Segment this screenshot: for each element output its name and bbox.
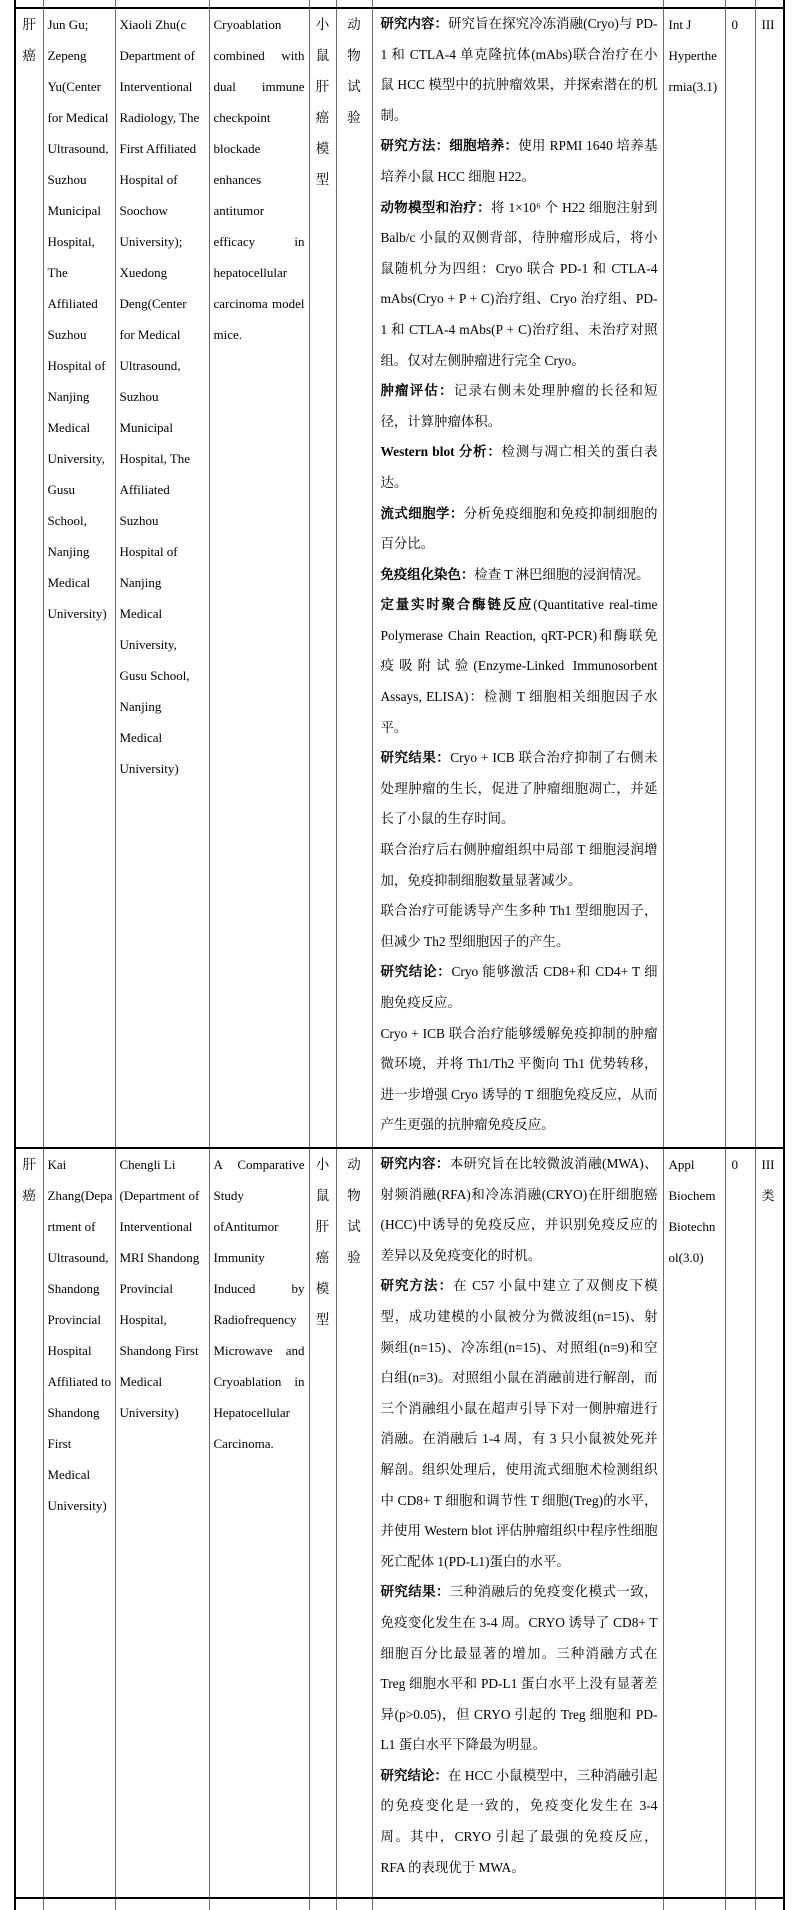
cell-first-authors: Jun Gu; Zepeng Yu(Center for Medical Ultrasound, Suzhou Municipal Hospital, The Affiliated Suzhou Hospital of Nanjing Medical University, Gusu School, Nanjing Medical University)	[43, 8, 115, 1148]
spacer-cell	[725, 0, 755, 8]
paragraph-label: 研究结果：	[380, 1584, 450, 1600]
spacer-cell	[755, 0, 784, 8]
paragraph-label: 肿瘤评估：	[380, 383, 454, 399]
paragraph-label: 研究结论：	[380, 1767, 448, 1783]
research-paragraph	[381, 437, 658, 498]
spacer-cell	[115, 1898, 209, 1910]
paragraph-label: Western blot 分析：	[380, 444, 502, 460]
research-paragraph	[381, 835, 658, 896]
research-paragraph	[381, 590, 658, 743]
paragraph-text: 三种消融后的免疫变化模式一致，免疫变化发生在 3-4 周。CRYO 诱导了 CD8+ T 细胞百分比最显著的增加。三种消融方式在 Treg 细胞水平和 PD-L1 蛋白水平上没有显著差异(p>0.05)，但 CRYO 引起的 Treg 细胞和 PD-L1 蛋白水平下降最为明显。	[380, 1584, 658, 1753]
paragraph-label: 研究内容：	[380, 1156, 450, 1171]
paragraph-label: 研究内容：	[380, 16, 449, 31]
paragraph-text: 使用 RPMI 1640 培养基培养小鼠 HCC 细胞 H22。	[380, 138, 658, 184]
spacer-cell	[336, 1898, 372, 1910]
table-row	[15, 8, 784, 1148]
spacer-cell	[43, 0, 115, 8]
paragraph-text: 检测与凋亡相关的蛋白表达。	[380, 444, 658, 490]
spacer-cell	[309, 1898, 336, 1910]
paragraph-text: Cryo + ICB 联合治疗能够缓解免疫抑制的肿瘤微环境，并将 Th1/Th2 平衡向 Th1 优势转移，进一步增强 Cryo 诱导的 T 细胞免疫反应，从而产生更强的抗肿瘤免疫反应。	[380, 1025, 658, 1133]
paragraph-text: 在 C57 小鼠中建立了双侧皮下模型，成功建模的小鼠被分为微波组(n=15)、射频组(n=15)、冷冻组(n=15)、对照组(n=9)和空白组(n=3)。对照组小鼠在消融前进行解剖，而三个消融组小鼠在超声引导下对一侧肿瘤进行消融。在消融后 1-4 周，有 3 只小鼠被处死并解剖。组织处理后，使用流式细胞术检测组织中 CD8+ T 细胞和调节性 T 细胞(Treg)的水平，并使用 Western blot 评估肿瘤组织中程序性细胞死亡配体 1(PD-L1)蛋白的水平。	[380, 1278, 658, 1569]
paragraph-text: Cryo + ICB 联合治疗抑制了右侧未处理肿瘤的生长，促进了肿瘤细胞凋亡，并延长了小鼠的生存时间。	[380, 750, 658, 827]
cell-journal: Appl Biochem Biotechnol(3.0)	[663, 1148, 725, 1898]
paragraph-text: 研究旨在探究冷冻消融(Cryo)与 PD-1 和 CTLA-4 单克隆抗体(mAbs)联合治疗在小鼠 HCC 模型中的抗肿瘤效果，并探索潜在的机制。	[380, 16, 658, 123]
cell-study-type: 动物试验	[336, 8, 372, 1148]
cell-journal: Int J Hyperthermia(3.1)	[663, 8, 725, 1148]
research-paragraph	[381, 560, 658, 591]
research-paragraph	[381, 896, 658, 957]
research-paragraph	[381, 499, 658, 560]
spacer-cell	[372, 0, 663, 8]
table-row-partial-top	[15, 0, 784, 8]
cell-count: 0	[725, 1148, 755, 1898]
research-paragraph	[381, 131, 658, 192]
cell-count: 0	[725, 8, 755, 1148]
cell-cancer-type: 肝癌	[15, 8, 43, 1148]
spacer-cell	[15, 1898, 43, 1910]
spacer-cell	[663, 1898, 725, 1910]
paragraph-label: 动物模型和治疗：	[380, 199, 491, 215]
spacer-cell	[309, 0, 336, 8]
research-paragraph	[381, 1019, 658, 1141]
spacer-cell	[209, 1898, 309, 1910]
paragraph-label: 免疫组化染色：	[380, 566, 475, 582]
table-row	[15, 1148, 784, 1898]
literature-table-wrapper	[14, 0, 785, 1910]
paragraph-text: 在 HCC 小鼠模型中，三种消融引起的免疫变化是一致的，免疫变化发生在 3-4 周。其中，CRYO 引起了最强的免疫反应，RFA 的表现优于 MWA。	[380, 1767, 658, 1875]
spacer-cell	[336, 0, 372, 8]
cell-first-authors: Kai Zhang(Department of Ultrasound, Shandong Provincial Hospital Affiliated to Shandong First Medical University)	[43, 1148, 115, 1898]
paragraph-label: 研究结果：	[380, 750, 451, 766]
paragraph-text: 联合治疗可能诱导产生多种 Th1 型细胞因子，但减少 Th2 型细胞因子的产生。	[380, 903, 658, 949]
cell-evidence-grade: III 类	[755, 1148, 784, 1898]
paragraph-text: 分析免疫细胞和免疫抑制细胞的百分比。	[380, 505, 658, 552]
research-paragraph	[381, 9, 658, 131]
paragraph-label: 研究方法：	[380, 1278, 454, 1294]
cell-cancer-type: 肝癌	[15, 1148, 43, 1898]
paragraph-text: 本研究旨在比较微波消融(MWA)、射频消融(RFA)和冷冻消融(CRYO)在肝细胞癌(HCC)中诱导的免疫反应，并识别免疫反应的差异以及免疫变化的时机。	[380, 1156, 658, 1263]
research-paragraph	[381, 1149, 658, 1271]
paragraph-text: Cryo 能够激活 CD8+和 CD4+ T 细胞免疫反应。	[380, 964, 658, 1010]
paragraph-text: 联合治疗后右侧肿瘤组织中局部 T 细胞浸润增加，免疫抑制细胞数量显著减少。	[380, 842, 658, 888]
spacer-cell	[209, 0, 309, 8]
research-paragraph	[381, 193, 658, 377]
spacer-cell	[15, 0, 43, 8]
cell-article-title: A Comparative Study ofAntitumor Immunity Induced by Radiofrequency Microwave and Cryoablation in Hepatocellular Carcinoma.	[209, 1148, 309, 1898]
paragraph-label: 研究结论：	[380, 964, 452, 980]
spacer-cell	[115, 0, 209, 8]
cell-animal-model: 小鼠肝癌模型	[309, 1148, 336, 1898]
research-paragraph	[381, 376, 658, 437]
research-paragraph	[381, 743, 658, 835]
research-paragraph	[381, 957, 658, 1018]
literature-review-table	[14, 0, 785, 1910]
cell-article-title: Cryoablation combined with dual immune checkpoint blockade enhances antitumor efficacy in hepatocellular carcinoma model mice.	[209, 8, 309, 1148]
cell-research-summary	[372, 8, 663, 1148]
paragraph-text: 检查 T 淋巴细胞的浸润情况。	[474, 566, 650, 582]
cell-study-type: 动物试验	[336, 1148, 372, 1898]
spacer-cell	[663, 0, 725, 8]
paragraph-text: 将 1×10⁶ 个 H22 细胞注射到 Balb/c 小鼠的双侧背部，待肿瘤形成后，将小鼠随机分为四组：Cryo 联合 PD-1 和 CTLA-4 mAbs(Cryo + P + C)治疗组、Cryo 治疗组、PD-1 和 CTLA-4 mAbs(P + C)治疗组、未治疗对照组。仅对左侧肿瘤进行完全 Cryo。	[380, 199, 658, 368]
research-paragraph	[381, 1761, 658, 1883]
paragraph-text: (Quantitative real-time Polymerase Chain Reaction, qRT-PCR)和酶联免疫吸附试验(Enzyme-Linked Immunosorbent Assays, ELISA)：检测 T 细胞相关细胞因子水平。	[380, 597, 658, 735]
cell-evidence-grade: III	[755, 8, 784, 1148]
research-paragraph	[381, 1271, 658, 1577]
paragraph-label: 流式细胞学：	[380, 505, 464, 521]
cell-corresponding-authors: Xiaoli Zhu(c Department of Interventional Radiology, The First Affiliated Hospital of Soochow University); Xuedong Deng(Center for Medical Ultrasound, Suzhou Municipal Hospital, The Affiliated Suzhou Hospital of Nanjing Medical University, Gusu School, Nanjing Medical University)	[115, 8, 209, 1148]
paragraph-label: 定量实时聚合酶链反应	[380, 597, 534, 613]
research-paragraph	[381, 1577, 658, 1761]
cell-animal-model: 小鼠肝癌模型	[309, 8, 336, 1148]
paragraph-text: 记录右侧未处理肿瘤的长径和短径，计算肿瘤体积。	[380, 383, 658, 429]
spacer-cell	[43, 1898, 115, 1910]
spacer-cell	[372, 1898, 663, 1910]
spacer-cell	[755, 1898, 784, 1910]
table-row-partial-bottom	[15, 1898, 784, 1910]
cell-research-summary	[372, 1148, 663, 1898]
spacer-cell	[725, 1898, 755, 1910]
cell-corresponding-authors: Chengli Li (Department of Interventional MRI Shandong Provincial Hospital, Shandong First Medical University)	[115, 1148, 209, 1898]
paragraph-label: 研究方法：细胞培养：	[380, 138, 519, 154]
